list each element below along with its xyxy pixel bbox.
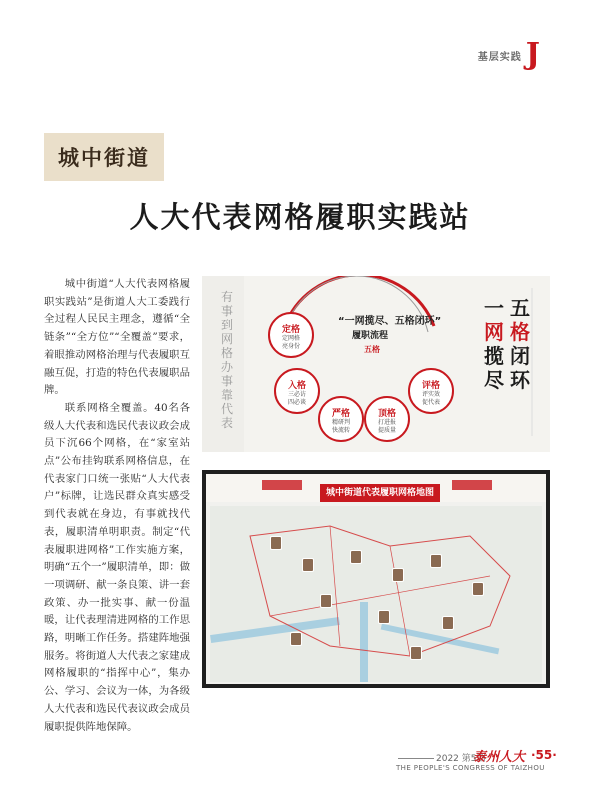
node-yange <box>318 396 364 442</box>
district-label-box <box>44 133 164 181</box>
grid-map <box>210 506 542 682</box>
photo1-big-column-right <box>508 296 532 392</box>
district-label: 城中街道 <box>58 146 150 170</box>
node-title: 定格 <box>281 325 300 335</box>
node-title: 入格 <box>287 381 306 391</box>
footer-brand: 泰州人大 <box>473 750 526 765</box>
footer-page-number: ·55· <box>531 748 557 762</box>
node-pingge <box>408 368 454 414</box>
rep-pin <box>442 616 454 630</box>
rep-pin <box>430 554 442 568</box>
rep-pin <box>410 646 422 660</box>
photo-grid-map-screen <box>202 470 550 688</box>
big-char: 揽 <box>484 344 504 368</box>
rep-pin <box>350 550 362 564</box>
rep-pin <box>290 632 302 646</box>
big-char: 网 <box>484 320 504 344</box>
photo1-subtitle: 履职流程 <box>352 331 389 341</box>
photo-wall-display <box>202 276 550 452</box>
node-desc: 评实效 促代表 <box>421 391 440 406</box>
big-char: 闭 <box>510 344 530 368</box>
node-desc: 精研判 快流转 <box>331 419 350 434</box>
node-ruge <box>274 368 320 414</box>
big-char: 一 <box>484 296 504 320</box>
footer-rule <box>398 758 434 759</box>
body-paragraph: 联系网格全覆盖。40名各级人大代表和选民代表议政会成员下沉66个网格，在“家室站点”公布挂钩联系网格信息，在代表家门口统一张贴“人大代表户”标牌，让选民群众真实感受到代表就在身边，有事就找代表，履职清单明职责。制定“代表履职进网格”工作实施方案，明确“五个一”履职清单，即：做一项调研、献一条良策、讲一套政策、办一批实事、献一份温暖，让代表理清进网格的工作思路，明晰工作任务。搭建阵地强服务。将街道人大代表之家建成网格履职的“指挥中心”，集办公、学习、会议为一体，为各级人大代表和选民代表议政会成员履职提供阵地保障。 <box>44 401 190 733</box>
node-desc: 打进报 提质量 <box>377 419 396 434</box>
body-paragraph: 城中街道“人大代表网格履职实践站”是街道人大工委践行全过程人民民主理念，遵循“全链条”“全方位”“全覆盖”要求，着眼推动网格治理与代表履职互融互促，打造的特色代表履职品牌。 <box>44 278 190 397</box>
section-tag <box>477 37 540 72</box>
big-char: 格 <box>510 320 530 344</box>
photo1-side-slogan: 有事到网格 办事靠代表 <box>220 290 233 430</box>
node-title: 评格 <box>421 381 440 391</box>
footer-english-title: THE PEOPLE'S CONGRESS OF TAIZHOU <box>396 764 545 772</box>
article-headline: 人大代表网格履职实践站 <box>129 200 471 234</box>
node-desc: 定网格 亮身份 <box>281 335 300 350</box>
rep-pin <box>472 582 484 596</box>
node-title: 严格 <box>331 409 350 419</box>
big-char: 尽 <box>484 368 504 392</box>
map-title: 城中街道代表履职网格地图 <box>320 484 440 502</box>
rep-pin <box>270 536 282 550</box>
node-dingge <box>268 312 314 358</box>
grid-lines <box>210 506 542 682</box>
rep-pin <box>320 594 332 608</box>
big-char: 环 <box>510 368 530 392</box>
big-char: 五 <box>510 296 530 320</box>
article-body <box>44 276 190 736</box>
photo1-big-column-left <box>482 296 506 392</box>
photo1-subtitle-tag: 五格 <box>364 345 380 354</box>
section-label: 基层实践 <box>477 51 522 63</box>
footer-year-issue: 2022 第5期 <box>436 754 486 764</box>
rep-pin <box>392 568 404 582</box>
rep-pin <box>378 610 390 624</box>
photo1-title: “一网揽尽、五格闭环” <box>338 316 442 327</box>
section-mark: J <box>525 37 540 72</box>
node-desc: 三必访 四必谈 <box>287 391 306 406</box>
node-dingge-top <box>364 396 410 442</box>
node-title: 顶格 <box>377 409 396 419</box>
rep-pin <box>302 558 314 572</box>
